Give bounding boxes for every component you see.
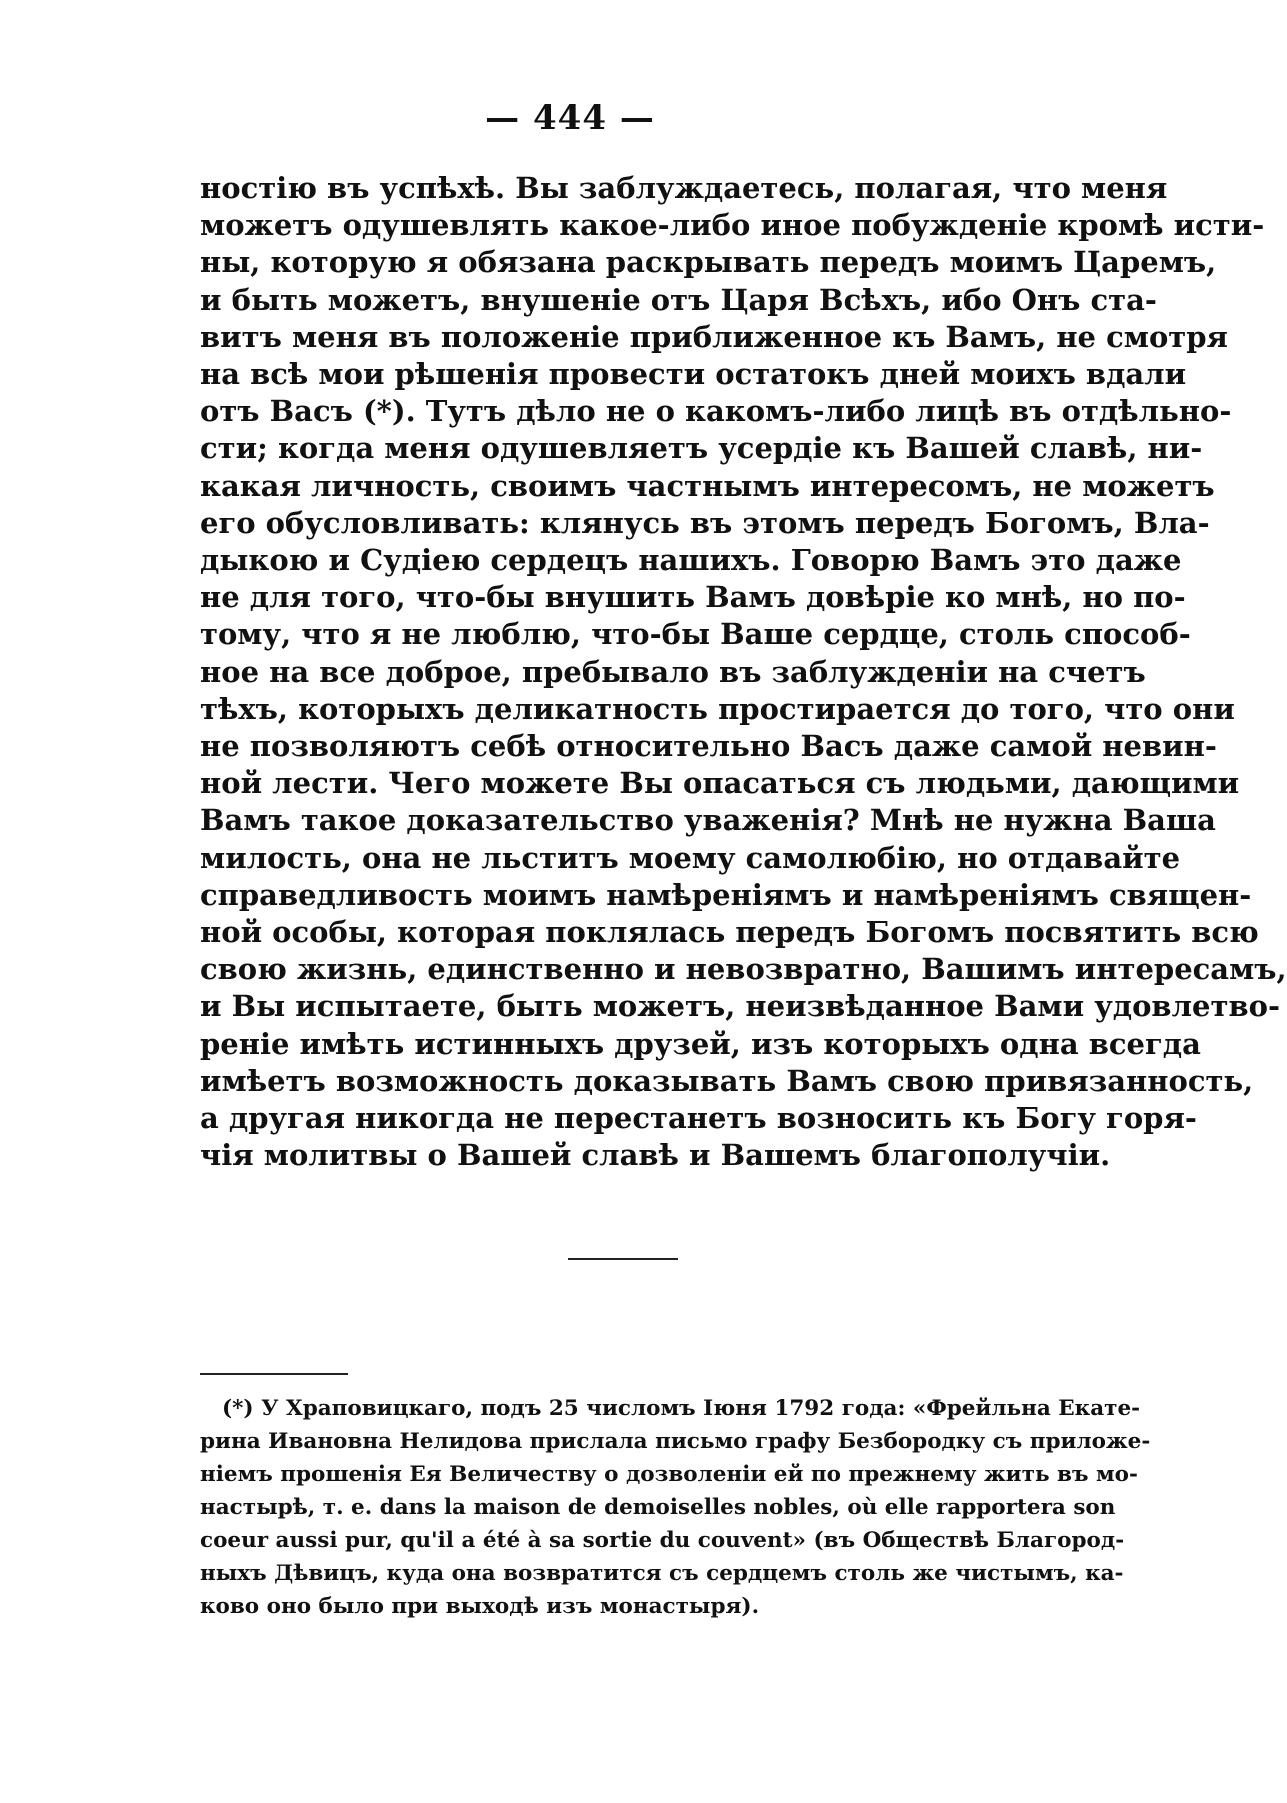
footnote-line: ково оно было при выходѣ изъ монастыря).	[200, 1594, 760, 1619]
text-line: ны, которую я обязана раскрывать передъ моимъ Царемъ,	[200, 245, 1217, 280]
text-line: реніе имѣть истинныхъ друзей, изъ которыхъ одна всегда	[200, 1026, 1201, 1061]
footnote-line: coeur aussi pur, qu'il a été à sa sortie du couvent» (въ Обществѣ Благород-	[200, 1528, 1125, 1553]
text-line: и Вы испытаете, быть можетъ, неизвѣданное Вами удовлетво-	[200, 989, 1280, 1024]
text-line: свою жизнь, единственно и невозвратно, Вашимъ интересамъ,	[200, 952, 1287, 987]
text-line: тому, что я не люблю, что-бы Ваше сердце, столь способ-	[200, 617, 1191, 652]
footnote-line: ніемъ прошенія Ея Величеству о дозволеніи ей по прежнему жить въ мо-	[200, 1462, 1138, 1487]
text-line: милость, она не льститъ моему самолюбію, но отдавайте	[200, 840, 1181, 875]
text-line: не для того, что-бы внушить Вамъ довѣріе ко мнѣ, но по-	[200, 580, 1186, 615]
text-line: справедливость моимъ намѣреніямъ и намѣреніямъ священ-	[200, 877, 1252, 912]
text-line: какая личность, своимъ частнымъ интересомъ, не можетъ	[200, 468, 1215, 503]
main-text	[200, 170, 1287, 1174]
text-line: на всѣ мои рѣшенія провести остатокъ дней моихъ вдали	[200, 357, 1187, 392]
text-line: не позволяютъ себѣ относительно Васъ даже самой невин-	[200, 729, 1217, 764]
footnote	[200, 1392, 1151, 1623]
text-line: можетъ одушевлять какое-либо иное побужденіе кромѣ исти-	[200, 208, 1265, 243]
text-line: тѣхъ, которыхъ деликатность простирается до того, что они	[200, 691, 1235, 726]
text-line: ной особы, которая поклялась передъ Богомъ посвятить всю	[200, 915, 1259, 950]
section-divider	[568, 1258, 678, 1260]
text-line: ностію въ успѣхѣ. Вы заблуждаетесь, полагая, что меня	[200, 171, 1168, 205]
page-number: — 444 —	[485, 98, 655, 138]
text-line: а другая никогда не перестанетъ возносить къ Богу горя-	[200, 1101, 1197, 1136]
text-line: ной лести. Чего можете Вы опасаться съ людьми, дающими	[200, 766, 1240, 801]
footnote-divider	[200, 1373, 348, 1375]
text-line: имѣетъ возможность доказывать Вамъ свою привязанность,	[200, 1063, 1254, 1098]
text-line: сти; когда меня одушевляетъ усердіе къ Вашей славѣ, ни-	[200, 431, 1203, 466]
text-line: отъ Васъ (*). Тутъ дѣло не о какомъ-либо лицѣ въ отдѣльно-	[200, 394, 1232, 429]
text-line: Вамъ такое доказательство уваженія? Мнѣ не нужна Ваша	[200, 803, 1216, 838]
text-line: витъ меня въ положеніе приближенное къ Вамъ, не смотря	[200, 319, 1228, 354]
footnote-line: ныхъ Дѣвицъ, куда она возвратится съ сердцемъ столь же чистымъ, ка-	[200, 1561, 1124, 1586]
text-line: и быть можетъ, внушеніе отъ Царя Всѣхъ, ибо Онъ ста-	[200, 282, 1157, 317]
text-line: дыкою и Судіею сердецъ нашихъ. Говорю Вамъ это даже	[200, 543, 1182, 578]
text-line: ное на все доброе, пребывало въ заблужденіи на счетъ	[200, 654, 1146, 689]
footnote-line: (*) У Храповицкаго, подъ 25 числомъ Іюня 1792 года: «Фрейльна Екате-	[222, 1396, 1141, 1421]
text-line: его обусловливать: клянусь въ этомъ передъ Богомъ, Вла-	[200, 505, 1210, 540]
footnote-line: рина Ивановна Нелидова прислала письмо графу Безбородку съ приложе-	[200, 1429, 1151, 1454]
text-line: чія молитвы о Вашей славѣ и Вашемъ благополучіи.	[200, 1138, 1111, 1173]
footnote-line: настырѣ, т. е. dans la maison de demoiselles nobles, où elle rapportera son	[200, 1495, 1116, 1520]
